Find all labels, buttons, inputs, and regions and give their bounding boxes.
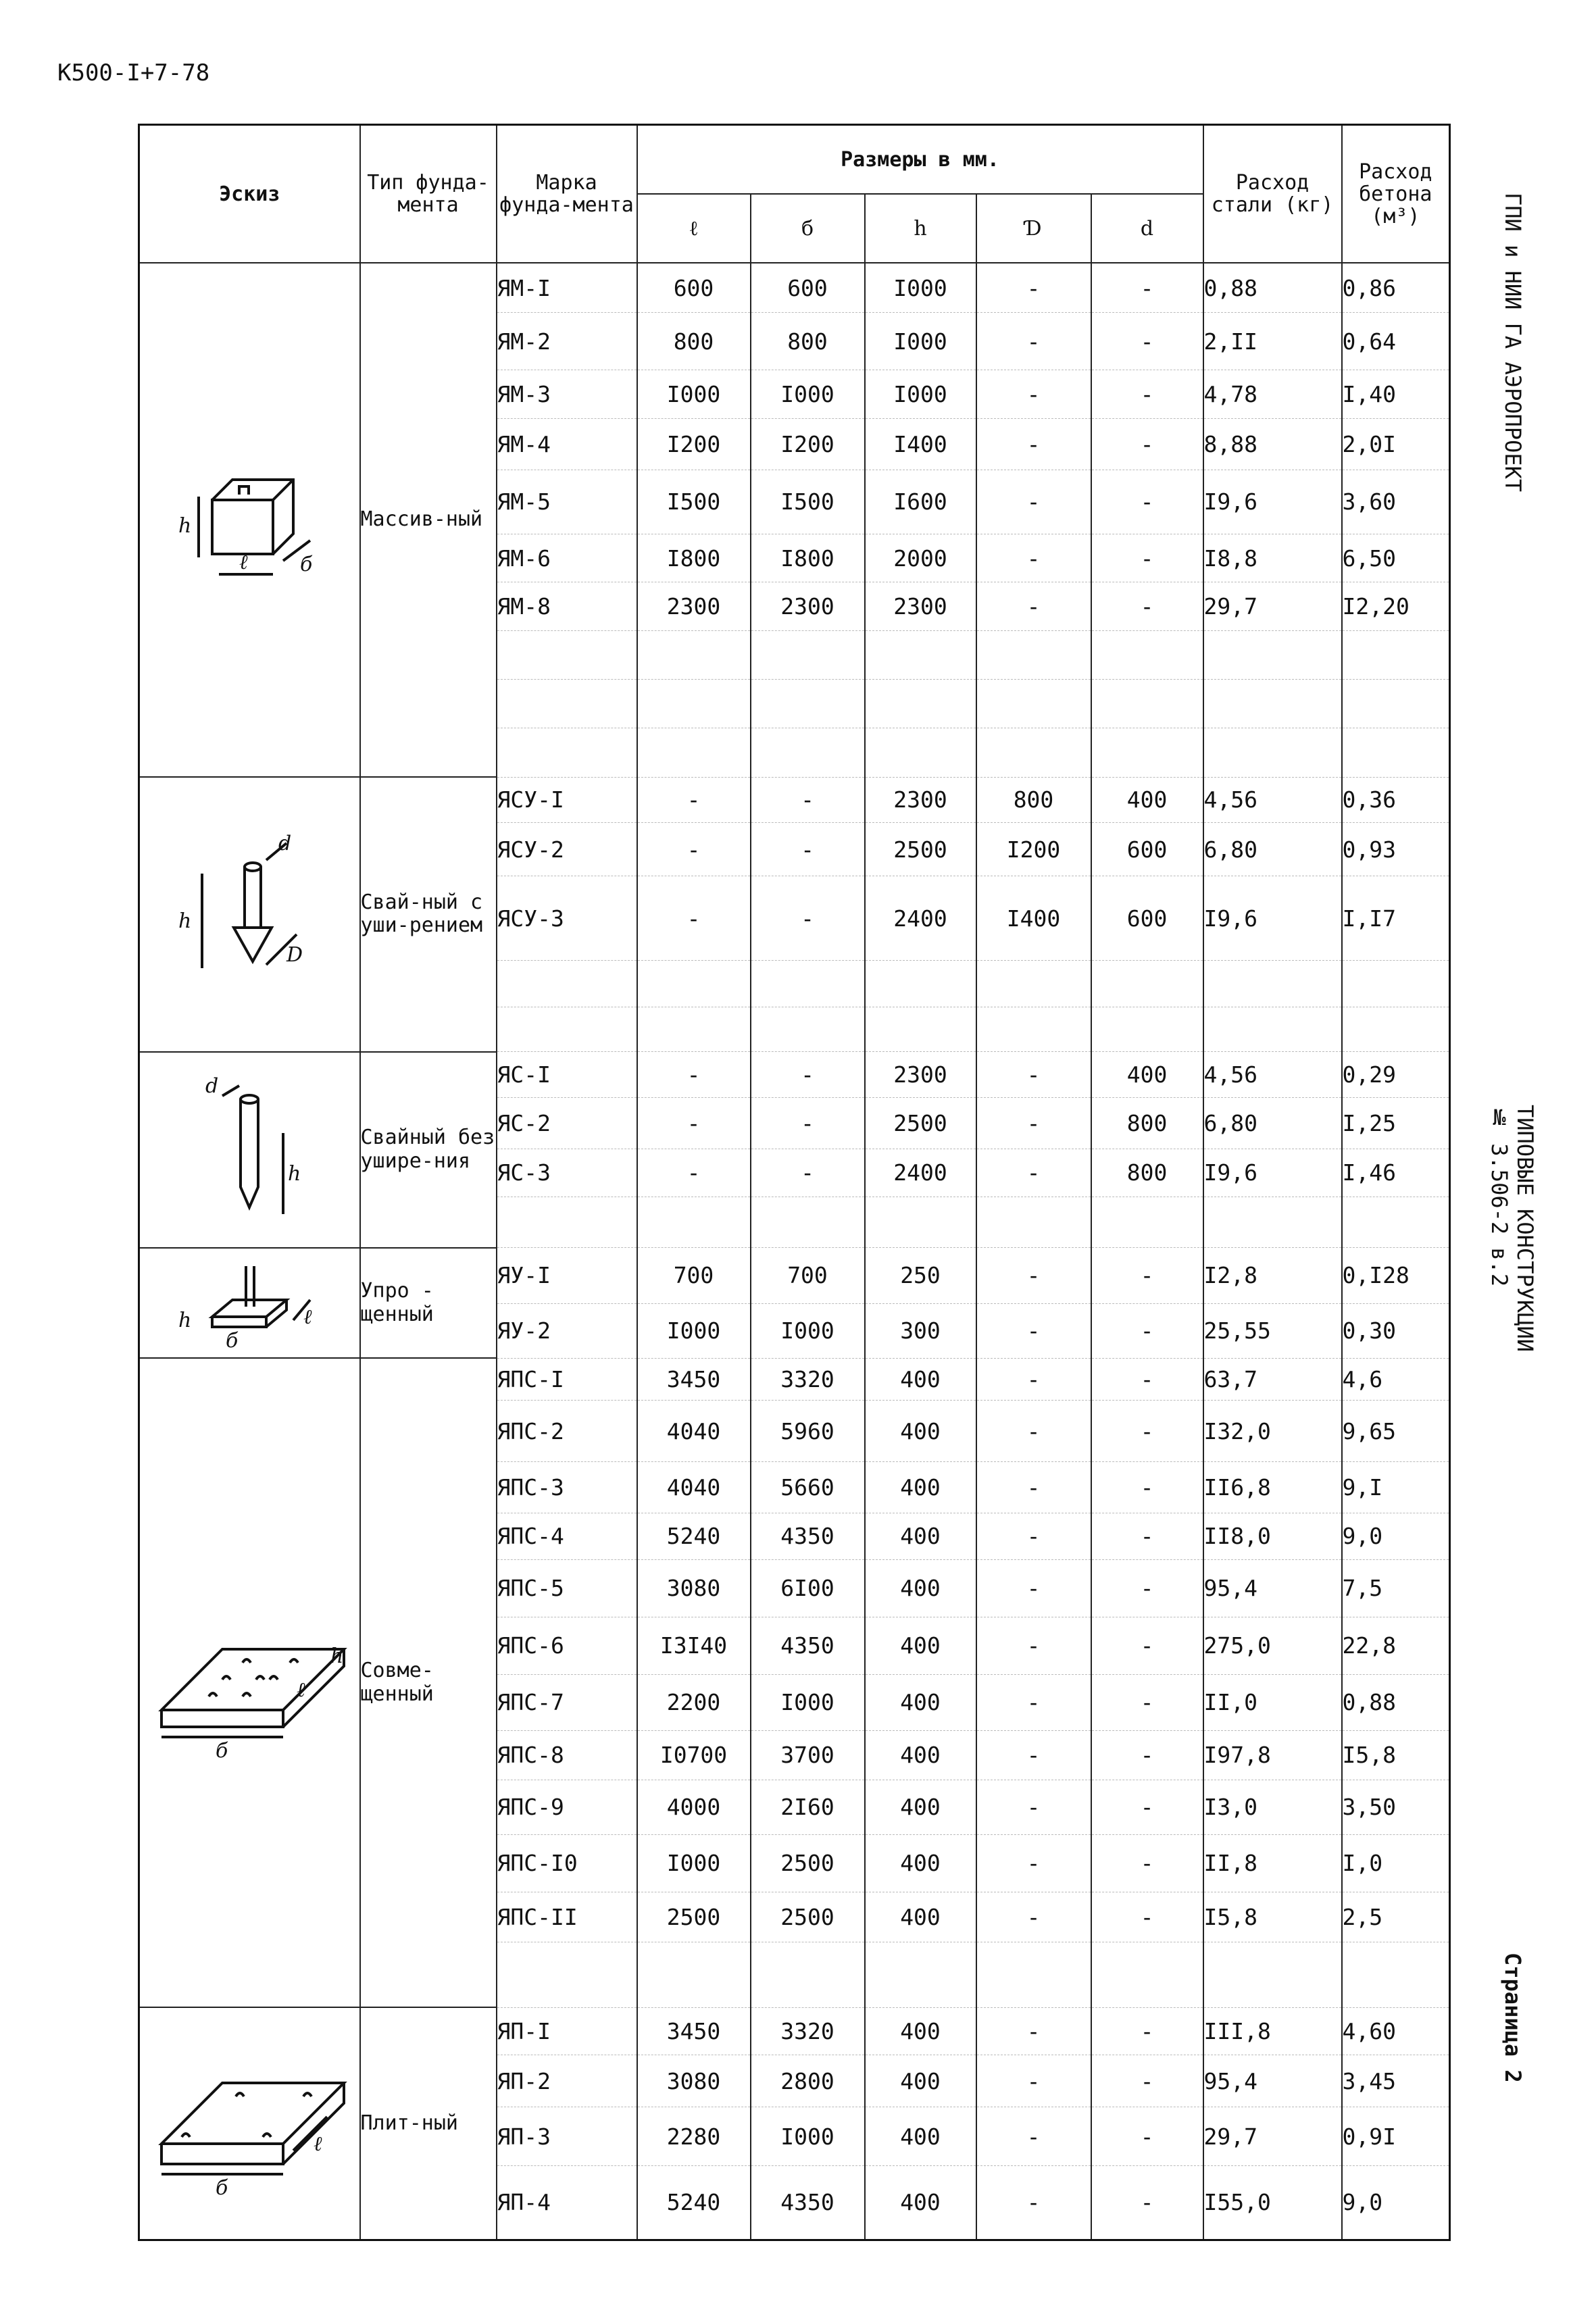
dim-D-cell: - — [976, 1097, 1091, 1149]
dim-b-cell: 4350 — [751, 1513, 865, 1560]
dim-D-cell: - — [976, 1358, 1091, 1400]
dim-l-cell: - — [637, 823, 751, 876]
dim-D-cell: - — [976, 418, 1091, 470]
dim-b-cell: I000 — [751, 1303, 865, 1358]
dim-l-cell: 4040 — [637, 1401, 751, 1462]
concrete-cell: 0,36 — [1342, 777, 1450, 823]
svg-text:б: б — [216, 1738, 228, 1763]
dim-b-cell: - — [751, 876, 865, 961]
foundation-type: Свай-ный с уши-рением — [360, 777, 497, 1051]
dim-l-cell: I000 — [637, 1835, 751, 1892]
dim-b-cell: 6I00 — [751, 1559, 865, 1617]
dim-l-cell: 3080 — [637, 1559, 751, 1617]
svg-text:б: б — [216, 2176, 228, 2200]
dim-b-cell: I000 — [751, 1674, 865, 1730]
mark-cell: ЯПС-I — [497, 1358, 637, 1400]
mark-cell: ЯПС-9 — [497, 1780, 637, 1834]
dim-D-cell: - — [976, 1513, 1091, 1560]
dim-h-cell: I000 — [865, 370, 976, 418]
side-organization: ГПИ и НИИ ГА АЭРОПРОЕКТ — [1500, 193, 1526, 493]
svg-text:h: h — [330, 1644, 344, 1668]
concrete-cell: 0,93 — [1342, 823, 1450, 876]
dim-b-cell: 700 — [751, 1248, 865, 1303]
mark-cell: ЯС-3 — [497, 1149, 637, 1197]
steel-cell: 2,II — [1203, 313, 1342, 370]
dim-l-cell: I800 — [637, 534, 751, 582]
dim-d-cell: - — [1091, 418, 1203, 470]
steel-cell: 63,7 — [1203, 1358, 1342, 1400]
dim-l-cell: 800 — [637, 313, 751, 370]
steel-cell: I9,6 — [1203, 876, 1342, 961]
concrete-cell: 0,29 — [1342, 1052, 1450, 1098]
dim-h-cell: 2400 — [865, 1149, 976, 1197]
dim-D-cell: - — [976, 1303, 1091, 1358]
svg-text:h: h — [288, 1161, 301, 1186]
dim-l-cell: 700 — [637, 1248, 751, 1303]
dim-d-cell: - — [1091, 2007, 1203, 2055]
dim-l-cell: I200 — [637, 418, 751, 470]
dim-D-cell: - — [976, 263, 1091, 313]
dim-d-cell: - — [1091, 1248, 1203, 1303]
dim-l-cell: 4040 — [637, 1462, 751, 1513]
dim-d-cell: - — [1091, 1513, 1203, 1560]
steel-cell: 4,56 — [1203, 777, 1342, 823]
concrete-cell: 9,I — [1342, 1462, 1450, 1513]
dim-b-cell: I200 — [751, 418, 865, 470]
mark-cell: ЯПС-I0 — [497, 1835, 637, 1892]
steel-cell: II6,8 — [1203, 1462, 1342, 1513]
dim-d-cell: - — [1091, 313, 1203, 370]
dim-d-cell: - — [1091, 263, 1203, 313]
steel-cell: II,0 — [1203, 1674, 1342, 1730]
dim-h-cell: I000 — [865, 263, 976, 313]
dim-h-cell: 400 — [865, 1358, 976, 1400]
steel-cell: I8,8 — [1203, 534, 1342, 582]
svg-text:d: d — [278, 833, 292, 856]
steel-cell: 6,80 — [1203, 1097, 1342, 1149]
dim-d-cell: - — [1091, 470, 1203, 534]
dim-b-cell: - — [751, 1097, 865, 1149]
concrete-cell: I,46 — [1342, 1149, 1450, 1197]
mark-cell: ЯПС-5 — [497, 1559, 637, 1617]
header-dim-h: h — [865, 194, 976, 263]
concrete-cell: 0,9I — [1342, 2107, 1450, 2166]
dim-D-cell: I200 — [976, 823, 1091, 876]
mark-cell: ЯМ-I — [497, 263, 637, 313]
dim-h-cell: 400 — [865, 1401, 976, 1462]
dim-h-cell: 400 — [865, 2055, 976, 2107]
dim-b-cell: - — [751, 823, 865, 876]
dim-D-cell: - — [976, 313, 1091, 370]
steel-cell: II,8 — [1203, 1835, 1342, 1892]
header-concrete: Расход бетона (м³) — [1342, 125, 1450, 263]
svg-text:ℓ: ℓ — [239, 550, 248, 574]
concrete-cell: I,25 — [1342, 1097, 1450, 1149]
dim-h-cell: 400 — [865, 1730, 976, 1780]
dim-l-cell: 2200 — [637, 1674, 751, 1730]
mark-cell: ЯПС-2 — [497, 1401, 637, 1462]
concrete-cell: I5,8 — [1342, 1730, 1450, 1780]
mark-cell: ЯП-3 — [497, 2107, 637, 2166]
dim-D-cell: - — [976, 1462, 1091, 1513]
concrete-cell: 2,5 — [1342, 1892, 1450, 1942]
dim-h-cell: 400 — [865, 1835, 976, 1892]
dim-l-cell: - — [637, 1052, 751, 1098]
mark-cell: ЯПС-4 — [497, 1513, 637, 1560]
dim-h-cell: 400 — [865, 1559, 976, 1617]
steel-cell: I97,8 — [1203, 1730, 1342, 1780]
dim-h-cell: 400 — [865, 1617, 976, 1674]
steel-cell: 6,80 — [1203, 823, 1342, 876]
simplified-foundation-icon — [139, 1248, 360, 1359]
dim-d-cell: 800 — [1091, 1149, 1203, 1197]
dim-d-cell: - — [1091, 1462, 1203, 1513]
header-dim-b: б — [751, 194, 865, 263]
foundation-table — [138, 124, 1451, 2241]
side-series — [1487, 1105, 1538, 1352]
steel-cell: II8,0 — [1203, 1513, 1342, 1560]
steel-cell: 29,7 — [1203, 582, 1342, 631]
steel-cell: I9,6 — [1203, 470, 1342, 534]
mark-cell: ЯМ-2 — [497, 313, 637, 370]
pile-with-bulb-icon — [139, 777, 360, 1051]
mark-cell: ЯУ-I — [497, 1248, 637, 1303]
concrete-cell: 3,50 — [1342, 1780, 1450, 1834]
dim-d-cell: - — [1091, 2165, 1203, 2240]
dim-b-cell: 4350 — [751, 1617, 865, 1674]
mark-cell: ЯПС-II — [497, 1892, 637, 1942]
dim-h-cell: 400 — [865, 1780, 976, 1834]
dim-D-cell: - — [976, 1052, 1091, 1098]
dim-l-cell: 5240 — [637, 1513, 751, 1560]
dim-D-cell: - — [976, 2055, 1091, 2107]
steel-cell: I3,0 — [1203, 1780, 1342, 1834]
dim-D-cell: - — [976, 534, 1091, 582]
dim-d-cell: - — [1091, 582, 1203, 631]
dim-D-cell: - — [976, 1835, 1091, 1892]
concrete-cell: 9,0 — [1342, 2165, 1450, 2240]
mark-cell: ЯП-2 — [497, 2055, 637, 2107]
dim-D-cell: - — [976, 1617, 1091, 1674]
concrete-cell: 0,64 — [1342, 313, 1450, 370]
dim-d-cell: - — [1091, 1303, 1203, 1358]
dim-d-cell: - — [1091, 1358, 1203, 1400]
dim-h-cell: 2000 — [865, 534, 976, 582]
dim-D-cell: I400 — [976, 876, 1091, 961]
dim-b-cell: 5660 — [751, 1462, 865, 1513]
dim-D-cell: - — [976, 1780, 1091, 1834]
dim-h-cell: I400 — [865, 418, 976, 470]
concrete-cell: 9,65 — [1342, 1401, 1450, 1462]
mark-cell: ЯУ-2 — [497, 1303, 637, 1358]
dim-D-cell: - — [976, 1892, 1091, 1942]
concrete-cell: 22,8 — [1342, 1617, 1450, 1674]
dim-D-cell: - — [976, 1401, 1091, 1462]
foundation-type: Упро - щенный — [360, 1248, 497, 1359]
svg-text:D: D — [286, 943, 303, 967]
dim-d-cell: - — [1091, 1674, 1203, 1730]
dim-b-cell: I500 — [751, 470, 865, 534]
header-sketch: Эскиз — [139, 125, 360, 263]
dim-d-cell: - — [1091, 2055, 1203, 2107]
dim-D-cell: - — [976, 582, 1091, 631]
steel-cell: III,8 — [1203, 2007, 1342, 2055]
mark-cell: ЯСУ-2 — [497, 823, 637, 876]
mark-cell: ЯПС-3 — [497, 1462, 637, 1513]
mark-cell: ЯСУ-3 — [497, 876, 637, 961]
dim-l-cell: 4000 — [637, 1780, 751, 1834]
combined-slab-icon — [139, 1358, 360, 2007]
steel-cell: I9,6 — [1203, 1149, 1342, 1197]
steel-cell: 4,78 — [1203, 370, 1342, 418]
dim-b-cell: 3700 — [751, 1730, 865, 1780]
dim-b-cell: I000 — [751, 2107, 865, 2166]
dim-h-cell: 250 — [865, 1248, 976, 1303]
dim-l-cell: 3450 — [637, 1358, 751, 1400]
header-mark: Марка фунда-мента — [497, 125, 637, 263]
dim-D-cell: - — [976, 1248, 1091, 1303]
concrete-cell: 4,60 — [1342, 2007, 1450, 2055]
dim-h-cell: 400 — [865, 1892, 976, 1942]
dim-l-cell: I3I40 — [637, 1617, 751, 1674]
concrete-cell: 9,0 — [1342, 1513, 1450, 1560]
concrete-cell: 0,88 — [1342, 1674, 1450, 1730]
dim-d-cell: - — [1091, 1617, 1203, 1674]
concrete-cell: 0,30 — [1342, 1303, 1450, 1358]
steel-cell: 25,55 — [1203, 1303, 1342, 1358]
dim-d-cell: - — [1091, 370, 1203, 418]
dim-D-cell: - — [976, 2165, 1091, 2240]
slab-icon — [139, 2007, 360, 2240]
dim-l-cell: 3080 — [637, 2055, 751, 2107]
dim-h-cell: 400 — [865, 1674, 976, 1730]
side-series-line1: ТИПОВЫЕ КОНСТРУКЦИИ — [1512, 1105, 1538, 1353]
svg-text:h: h — [178, 1308, 192, 1332]
svg-text:h: h — [178, 513, 192, 538]
mark-cell: ЯПС-8 — [497, 1730, 637, 1780]
dim-l-cell: 2500 — [637, 1892, 751, 1942]
dim-d-cell: 600 — [1091, 823, 1203, 876]
dim-h-cell: 2300 — [865, 777, 976, 823]
steel-cell: 0,88 — [1203, 263, 1342, 313]
dim-d-cell: - — [1091, 1730, 1203, 1780]
cube-foundation-icon — [139, 263, 360, 777]
dim-l-cell: - — [637, 1097, 751, 1149]
dim-D-cell: - — [976, 1149, 1091, 1197]
concrete-cell: 3,60 — [1342, 470, 1450, 534]
steel-cell: 4,56 — [1203, 1052, 1342, 1098]
dim-D-cell: - — [976, 1674, 1091, 1730]
dim-d-cell: 400 — [1091, 777, 1203, 823]
svg-text:ℓ: ℓ — [303, 1305, 312, 1329]
table-row — [139, 1052, 1450, 1098]
dim-h-cell: 400 — [865, 2165, 976, 2240]
dim-b-cell: I000 — [751, 370, 865, 418]
header-dim-D: Ɗ — [976, 194, 1091, 263]
dim-d-cell: - — [1091, 1559, 1203, 1617]
concrete-cell: 3,45 — [1342, 2055, 1450, 2107]
dim-h-cell: I600 — [865, 470, 976, 534]
concrete-cell: 0,86 — [1342, 263, 1450, 313]
dim-l-cell: 600 — [637, 263, 751, 313]
steel-cell: I55,0 — [1203, 2165, 1342, 2240]
dim-D-cell: - — [976, 2107, 1091, 2166]
dim-d-cell: - — [1091, 1780, 1203, 1834]
dim-b-cell: - — [751, 1052, 865, 1098]
dim-b-cell: 2500 — [751, 1835, 865, 1892]
dim-D-cell: - — [976, 470, 1091, 534]
dim-D-cell: - — [976, 1730, 1091, 1780]
dim-b-cell: I800 — [751, 534, 865, 582]
side-series-line2: № 3.506-2 в.2 — [1487, 1105, 1512, 1287]
steel-cell: I2,8 — [1203, 1248, 1342, 1303]
mark-cell: ЯМ-5 — [497, 470, 637, 534]
dim-b-cell: 2800 — [751, 2055, 865, 2107]
header-dimensions: Размеры в мм. — [637, 125, 1203, 195]
mark-cell: ЯМ-6 — [497, 534, 637, 582]
dim-l-cell: - — [637, 777, 751, 823]
dim-h-cell: I000 — [865, 313, 976, 370]
dim-l-cell: 2280 — [637, 2107, 751, 2166]
table-row — [139, 1248, 1450, 1303]
concrete-cell: 0,I28 — [1342, 1248, 1450, 1303]
concrete-cell: 4,6 — [1342, 1358, 1450, 1400]
foundation-type: Совме-щенный — [360, 1358, 497, 2007]
steel-cell: 29,7 — [1203, 2107, 1342, 2166]
steel-cell: 275,0 — [1203, 1617, 1342, 1674]
dim-h-cell: 2300 — [865, 1052, 976, 1098]
dim-d-cell: - — [1091, 2107, 1203, 2166]
concrete-cell: 2,0I — [1342, 418, 1450, 470]
dim-l-cell: - — [637, 876, 751, 961]
mark-cell: ЯП-4 — [497, 2165, 637, 2240]
mark-cell: ЯС-I — [497, 1052, 637, 1098]
table-row — [139, 263, 1450, 313]
header-dim-d: d — [1091, 194, 1203, 263]
side-page-number: Страница 2 — [1500, 1953, 1526, 2083]
svg-text:ℓ: ℓ — [314, 2132, 322, 2157]
dim-d-cell: - — [1091, 1401, 1203, 1462]
header-dim-l: ℓ — [637, 194, 751, 263]
dim-l-cell: I500 — [637, 470, 751, 534]
mark-cell: ЯПС-6 — [497, 1617, 637, 1674]
concrete-cell: 7,5 — [1342, 1559, 1450, 1617]
dim-D-cell: 800 — [976, 777, 1091, 823]
table-row — [139, 777, 1450, 823]
header-type: Тип фунда-мента — [360, 125, 497, 263]
steel-cell: 95,4 — [1203, 2055, 1342, 2107]
mark-cell: ЯМ-8 — [497, 582, 637, 631]
concrete-cell: I,40 — [1342, 370, 1450, 418]
mark-cell: ЯСУ-I — [497, 777, 637, 823]
foundation-type: Свайный без уширe-ния — [360, 1052, 497, 1248]
steel-cell: I32,0 — [1203, 1401, 1342, 1462]
dim-l-cell: 5240 — [637, 2165, 751, 2240]
dim-h-cell: 400 — [865, 1462, 976, 1513]
dim-h-cell: 2400 — [865, 876, 976, 961]
dim-l-cell: I000 — [637, 1303, 751, 1358]
dim-l-cell: I0700 — [637, 1730, 751, 1780]
dim-b-cell: 5960 — [751, 1401, 865, 1462]
dim-b-cell: 4350 — [751, 2165, 865, 2240]
foundation-type: Плит-ный — [360, 2007, 497, 2240]
mark-cell: ЯПС-7 — [497, 1674, 637, 1730]
header-steel: Расход стали (кг) — [1203, 125, 1342, 263]
svg-text:h: h — [178, 909, 192, 934]
mark-cell: ЯС-2 — [497, 1097, 637, 1149]
dim-b-cell: 3320 — [751, 1358, 865, 1400]
dim-b-cell: 2300 — [751, 582, 865, 631]
svg-text:б: б — [226, 1328, 239, 1351]
dim-h-cell: 2500 — [865, 1097, 976, 1149]
svg-text:б: б — [300, 552, 313, 576]
mark-cell: ЯМ-4 — [497, 418, 637, 470]
dim-d-cell: - — [1091, 1835, 1203, 1892]
mark-cell: ЯМ-3 — [497, 370, 637, 418]
steel-cell: 95,4 — [1203, 1559, 1342, 1617]
dim-D-cell: - — [976, 1559, 1091, 1617]
dim-b-cell: - — [751, 777, 865, 823]
mark-cell: ЯП-I — [497, 2007, 637, 2055]
dim-d-cell: 800 — [1091, 1097, 1203, 1149]
concrete-cell: I2,20 — [1342, 582, 1450, 631]
svg-text:d: d — [205, 1074, 219, 1098]
dim-l-cell: 3450 — [637, 2007, 751, 2055]
dim-h-cell: 400 — [865, 2007, 976, 2055]
dim-b-cell: 2500 — [751, 1892, 865, 1942]
dim-D-cell: - — [976, 2007, 1091, 2055]
pile-icon — [139, 1052, 360, 1248]
concrete-cell: I,0 — [1342, 1835, 1450, 1892]
foundation-type: Массив-ный — [360, 263, 497, 777]
dim-h-cell: 2500 — [865, 823, 976, 876]
dim-l-cell: 2300 — [637, 582, 751, 631]
dim-l-cell: - — [637, 1149, 751, 1197]
document-code: К500-I+7-78 — [57, 59, 210, 86]
table-row — [139, 2007, 1450, 2055]
dim-b-cell: 3320 — [751, 2007, 865, 2055]
dim-h-cell: 2300 — [865, 582, 976, 631]
dim-b-cell: - — [751, 1149, 865, 1197]
dim-b-cell: 2I60 — [751, 1780, 865, 1834]
dim-b-cell: 600 — [751, 263, 865, 313]
steel-cell: 8,88 — [1203, 418, 1342, 470]
dim-d-cell: 600 — [1091, 876, 1203, 961]
dim-h-cell: 300 — [865, 1303, 976, 1358]
steel-cell: I5,8 — [1203, 1892, 1342, 1942]
concrete-cell: 6,50 — [1342, 534, 1450, 582]
dim-d-cell: - — [1091, 1892, 1203, 1942]
dim-h-cell: 400 — [865, 1513, 976, 1560]
dim-h-cell: 400 — [865, 2107, 976, 2166]
dim-d-cell: - — [1091, 534, 1203, 582]
table-row — [139, 1358, 1450, 1400]
svg-text:ℓ: ℓ — [297, 1678, 305, 1702]
dim-D-cell: - — [976, 370, 1091, 418]
concrete-cell: I,I7 — [1342, 876, 1450, 961]
dim-b-cell: 800 — [751, 313, 865, 370]
dim-l-cell: I000 — [637, 370, 751, 418]
dim-d-cell: 400 — [1091, 1052, 1203, 1098]
